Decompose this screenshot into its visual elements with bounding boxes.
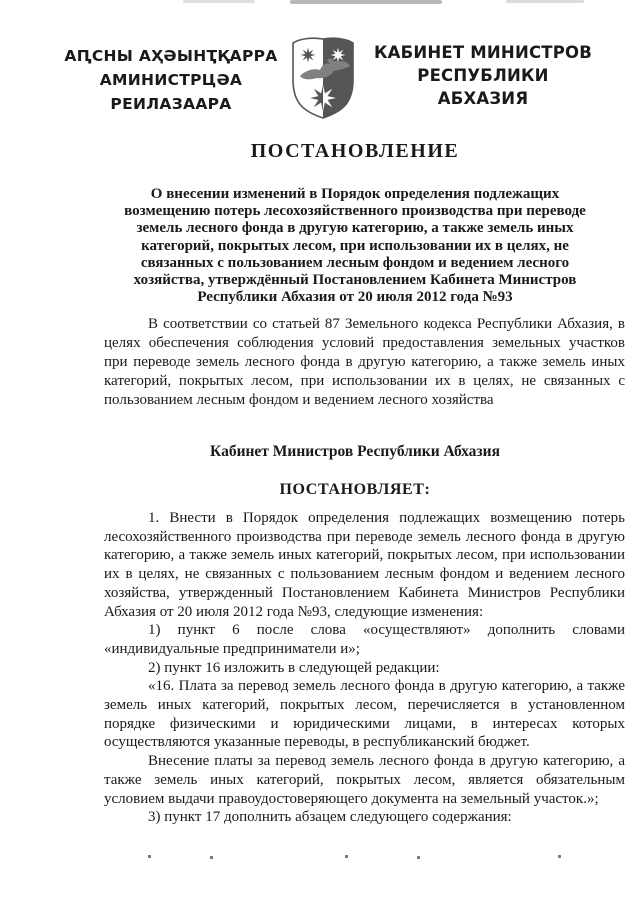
document-subject: О внесении изменений в Порядок определения подлежащих возмещению потерь лесохозяйственного производства при переводе земель лесного фонда в другую категорию, а также земель иных категорий, покрытых лесом, при использовании их в целях, не связанных с пользованием лесным фондом и ведением лесного хозяйства, утверждённый Постановлением Кабинета Министров Республики Абхазия от 20 июля 2012 года №93 [124,186,586,306]
scan-artifact [417,856,420,859]
body-paragraph-1: 1. Внести в Порядок определения подлежащих возмещению потерь лесохозяйственного производства при переводе земель лесного фонда в другую категорию, а также земель иных категорий, покрытых лесом, при использовании их в целях, не связанных с пользованием лесным фондом и ведением лесного хозяйства, утвержденный Постановлением Кабинета Министров Республики Абхазия от 20 июля 2012 года №93, следующие изменения: [104,510,625,620]
enacting-word: ПОСТАНОВЛЯЕТ: [279,481,431,498]
operative-part [104,509,625,827]
authority-line: Кабинет Министров Республики Абхазия [210,443,500,460]
body-paragraph-5: Внесение платы за перевод земель лесного фонда в другую категорию, а также земель иных категорий, покрытых лесом, является обязательным условием выдачи правоудостоверяющего документа на земельный участок.»; [104,753,625,807]
issuer-abkhaz-line1: АԤСНЫ АҲӘЫНҬҚАРРА [64,47,278,65]
issuer-name-russian [372,41,594,110]
issuer-russian-line1: КАБИНЕТ МИНИСТРОВ [373,43,593,62]
body-paragraph-2: 1) пункт 6 после слова «осуществляют» дополнить словами «индивидуальные предприниматели и»; [104,622,625,657]
issuer-name-abkhaz [60,44,282,116]
scan-artifact [148,855,151,858]
body-paragraph-6: 3) пункт 17 дополнить абзацем следующего содержания: [148,809,512,826]
abkhazia-coat-of-arms-icon [287,36,359,120]
scan-artifact [345,855,348,858]
scan-artifact [506,0,584,3]
body-paragraph-3: 2) пункт 16 изложить в следующей редакции: [148,659,440,676]
scan-artifact [183,0,255,3]
scan-artifact [290,0,442,4]
scan-artifact [558,855,561,858]
preamble-paragraph: В соответствии со статьей 87 Земельного кодекса Республики Абхазия, в целях обеспечения соблюдения условий предоставления земельных участков при переводе земель лесного фонда в другую категорию, а также земель иных категорий, покрытых лесом, при использовании их в целях, не связанных с пользованием лесным фондом и ведением лесного хозяйства [104,316,625,408]
issuer-abkhaz-line2: АМИНИСТРЦӘА РЕИЛАЗААРА [99,71,243,113]
scan-artifact [210,856,213,859]
issuer-russian-line2: РЕСПУБЛИКИ АБХАЗИЯ [417,66,549,108]
body-paragraph-4: «16. Плата за перевод земель лесного фонда в другую категорию, а также земель иных категорий, покрытых лесом, перечисляется в установленном порядке физическими и юридическими лицами, в интересах которых осуществляются указанные переводы, в республиканский бюджет. [104,678,625,751]
document-type-title: ПОСТАНОВЛЕНИЕ [250,140,460,162]
